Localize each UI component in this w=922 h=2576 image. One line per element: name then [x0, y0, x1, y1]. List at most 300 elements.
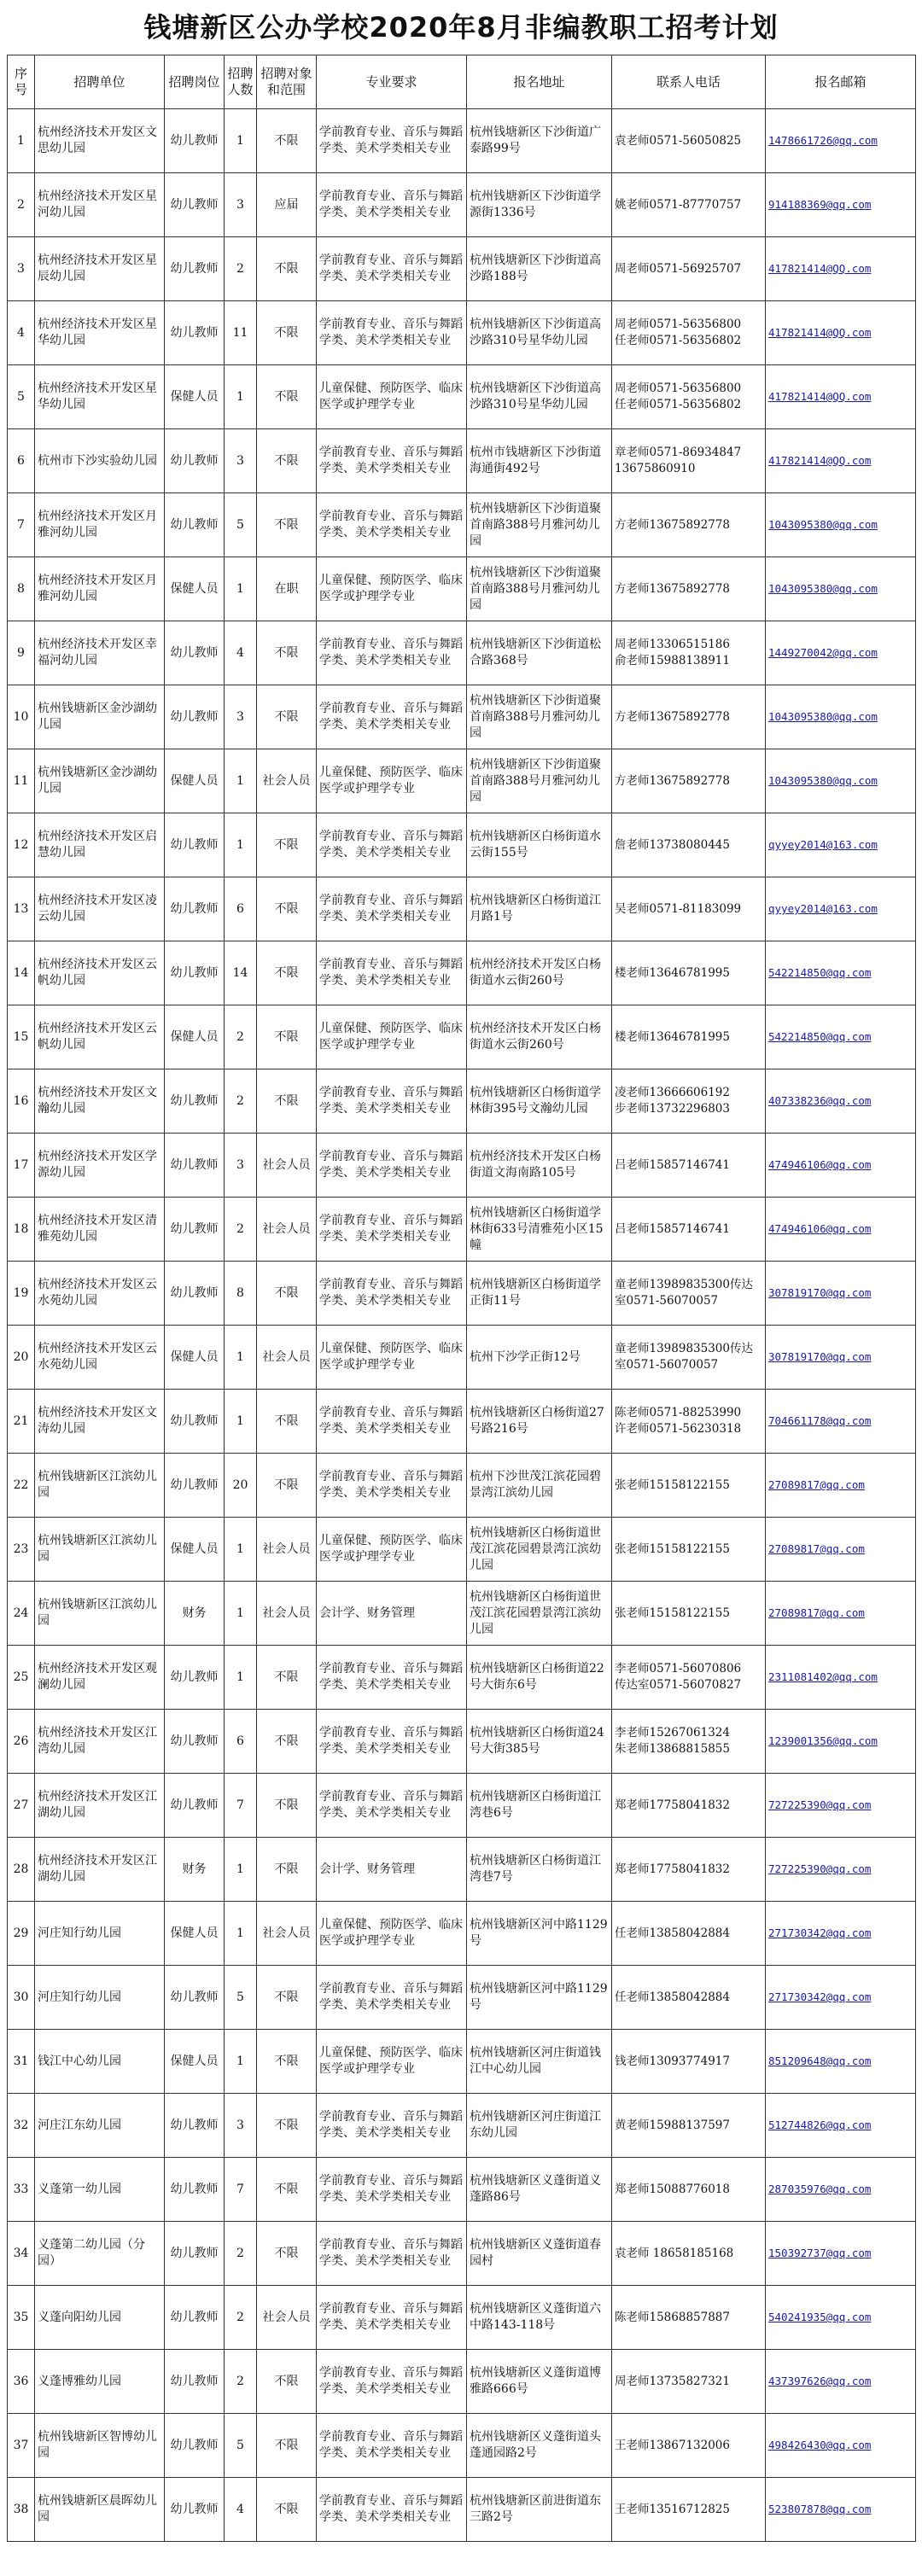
contact-phone: 章老师0571-86934847 13675860910	[612, 429, 766, 493]
row-number: 17	[8, 1134, 35, 1198]
major-requirement: 学前教育专业、音乐与舞蹈学类、美术学类相关专业	[317, 173, 467, 237]
applicant-scope: 社会人员	[257, 1198, 317, 1262]
contact-phone: 郑老师15088776018	[612, 2158, 766, 2222]
application-email-link[interactable]: qyyey2014@163.com	[768, 902, 878, 915]
major-requirement: 学前教育专业、音乐与舞蹈学类、美术学类相关专业	[317, 877, 467, 941]
position: 幼儿教师	[165, 1966, 225, 2030]
row-number: 18	[8, 1198, 35, 1262]
applicant-scope: 不限	[257, 1262, 317, 1326]
contact-phone: 张老师15158122155	[612, 1518, 766, 1582]
application-email-cell	[766, 2094, 916, 2158]
table-body	[8, 109, 916, 2542]
school-name: 杭州钱塘新区江滨幼儿园	[35, 1582, 165, 1646]
position: 幼儿教师	[165, 1646, 225, 1710]
application-address: 杭州钱塘新区下沙街道聚首南路388号月雅河幼儿园	[467, 685, 612, 749]
application-email-link[interactable]: 2311081402@qq.com	[768, 1670, 878, 1683]
major-requirement: 学前教育专业、音乐与舞蹈学类、美术学类相关专业	[317, 2158, 467, 2222]
headcount: 1	[225, 813, 257, 877]
table-row	[8, 2030, 916, 2094]
headcount: 1	[225, 749, 257, 813]
major-requirement: 儿童保健、预防医学、临床医学或护理学专业	[317, 365, 467, 429]
position: 幼儿教师	[165, 2478, 225, 2542]
school-name: 杭州经济技术开发区江湾幼儿园	[35, 1710, 165, 1774]
school-name: 义蓬向阳幼儿园	[35, 2286, 165, 2350]
application-address: 杭州钱塘新区下沙街道聚首南路388号月雅河幼儿园	[467, 493, 612, 557]
table-row	[8, 365, 916, 429]
application-email-link[interactable]: 417821414@QQ.com	[768, 262, 872, 275]
school-name: 杭州钱塘新区金沙湖幼儿园	[35, 685, 165, 749]
row-number: 2	[8, 173, 35, 237]
position: 幼儿教师	[165, 1134, 225, 1198]
row-number: 5	[8, 365, 35, 429]
major-requirement: 学前教育专业、音乐与舞蹈学类、美术学类相关专业	[317, 685, 467, 749]
application-email-cell	[766, 237, 916, 301]
school-name: 杭州经济技术开发区江湖幼儿园	[35, 1774, 165, 1838]
row-number: 24	[8, 1582, 35, 1646]
school-name: 杭州经济技术开发区文涛幼儿园	[35, 1390, 165, 1454]
application-email-link[interactable]: 27089817@qq.com	[768, 1542, 865, 1555]
major-requirement: 学前教育专业、音乐与舞蹈学类、美术学类相关专业	[317, 1454, 467, 1518]
school-name: 杭州经济技术开发区月雅河幼儿园	[35, 557, 165, 621]
application-email-link[interactable]: 704661178@qq.com	[768, 1414, 872, 1427]
table-row	[8, 237, 916, 301]
header-addr: 报名地址	[467, 55, 612, 109]
applicant-scope: 在职	[257, 557, 317, 621]
position: 幼儿教师	[165, 1069, 225, 1134]
major-requirement: 学前教育专业、音乐与舞蹈学类、美术学类相关专业	[317, 2094, 467, 2158]
table-row	[8, 2414, 916, 2478]
major-requirement: 学前教育专业、音乐与舞蹈学类、美术学类相关专业	[317, 2478, 467, 2542]
headcount: 11	[225, 301, 257, 365]
major-requirement: 儿童保健、预防医学、临床医学或护理学专业	[317, 1902, 467, 1966]
major-requirement: 学前教育专业、音乐与舞蹈学类、美术学类相关专业	[317, 2222, 467, 2286]
application-email-link[interactable]: 27089817@qq.com	[768, 1606, 865, 1619]
contact-phone: 方老师13675892778	[612, 493, 766, 557]
applicant-scope: 社会人员	[257, 1902, 317, 1966]
application-address: 杭州钱塘新区下沙街道学源街1336号	[467, 173, 612, 237]
table-row	[8, 1582, 916, 1646]
applicant-scope: 社会人员	[257, 1518, 317, 1582]
applicant-scope: 不限	[257, 685, 317, 749]
application-email-link[interactable]: 150392737@qq.com	[768, 2247, 872, 2259]
contact-phone: 方老师13675892778	[612, 749, 766, 813]
application-email-cell	[766, 1710, 916, 1774]
application-address: 杭州钱塘新区义蓬街道博雅路666号	[467, 2350, 612, 2414]
major-requirement: 儿童保健、预防医学、临床医学或护理学专业	[317, 749, 467, 813]
contact-phone: 方老师13675892778	[612, 685, 766, 749]
headcount: 1	[225, 1582, 257, 1646]
application-email-link[interactable]: 498426430@qq.com	[768, 2439, 872, 2451]
application-email-link[interactable]: 417821414@QQ.com	[768, 454, 872, 467]
applicant-scope: 社会人员	[257, 1326, 317, 1390]
row-number: 10	[8, 685, 35, 749]
contact-phone: 张老师15158122155	[612, 1582, 766, 1646]
table-row	[8, 557, 916, 621]
school-name: 义蓬第二幼儿园（分园）	[35, 2222, 165, 2286]
headcount: 4	[225, 621, 257, 685]
application-email-cell	[766, 1390, 916, 1454]
application-address: 杭州钱塘新区白杨街道江湾巷7号	[467, 1838, 612, 1902]
application-email-link[interactable]: 914188369@qq.com	[768, 198, 872, 211]
major-requirement: 学前教育专业、音乐与舞蹈学类、美术学类相关专业	[317, 301, 467, 365]
contact-phone: 詹老师13738080445	[612, 813, 766, 877]
application-email-cell	[766, 173, 916, 237]
headcount: 6	[225, 1710, 257, 1774]
row-number: 19	[8, 1262, 35, 1326]
table-row	[8, 1774, 916, 1838]
table-row	[8, 1966, 916, 2030]
contact-phone: 周老师13306515186 俞老师15988138911	[612, 621, 766, 685]
application-address: 杭州钱塘新区白杨街道22号大街东6号	[467, 1646, 612, 1710]
table-row	[8, 109, 916, 173]
headcount: 1	[225, 1390, 257, 1454]
major-requirement: 会计学、财务管理	[317, 1582, 467, 1646]
school-name: 杭州经济技术开发区星河幼儿园	[35, 173, 165, 237]
table-row	[8, 301, 916, 365]
application-email-link[interactable]: qyyey2014@163.com	[768, 838, 878, 851]
contact-phone: 郑老师17758041832	[612, 1774, 766, 1838]
headcount: 1	[225, 365, 257, 429]
application-email-cell	[766, 109, 916, 173]
applicant-scope: 不限	[257, 493, 317, 557]
row-number: 22	[8, 1454, 35, 1518]
applicant-scope: 不限	[257, 2030, 317, 2094]
table-row	[8, 429, 916, 493]
row-number: 37	[8, 2414, 35, 2478]
contact-phone: 任老师13858042884	[612, 1966, 766, 2030]
position: 幼儿教师	[165, 2158, 225, 2222]
school-name: 钱江中心幼儿园	[35, 2030, 165, 2094]
applicant-scope: 不限	[257, 1005, 317, 1069]
major-requirement: 儿童保健、预防医学、临床医学或护理学专业	[317, 1005, 467, 1069]
header-num: 招聘人数	[225, 55, 257, 109]
application-email-link[interactable]: 417821414@QQ.com	[768, 326, 872, 339]
major-requirement: 学前教育专业、音乐与舞蹈学类、美术学类相关专业	[317, 941, 467, 1005]
application-address: 杭州钱塘新区河中路1129号	[467, 1966, 612, 2030]
row-number: 4	[8, 301, 35, 365]
school-name: 杭州经济技术开发区文思幼儿园	[35, 109, 165, 173]
application-address: 杭州市钱塘新区下沙街道海通街492号	[467, 429, 612, 493]
application-email-cell	[766, 621, 916, 685]
application-email-cell	[766, 1198, 916, 1262]
application-email-link[interactable]: 1043095380@qq.com	[768, 774, 878, 787]
headcount: 2	[225, 2350, 257, 2414]
table-row	[8, 877, 916, 941]
application-address: 杭州钱塘新区白杨街道24号大街385号	[467, 1710, 612, 1774]
application-email-link[interactable]: 851209648@qq.com	[768, 2054, 872, 2067]
application-email-cell	[766, 493, 916, 557]
application-email-link[interactable]: 287035976@qq.com	[768, 2183, 872, 2195]
application-address: 杭州钱塘新区下沙街道高沙路188号	[467, 237, 612, 301]
applicant-scope: 不限	[257, 109, 317, 173]
row-number: 26	[8, 1710, 35, 1774]
application-email-link[interactable]: 727225390@qq.com	[768, 1798, 872, 1811]
application-address: 杭州经济技术开发区白杨街道水云街260号	[467, 941, 612, 1005]
position: 幼儿教师	[165, 2222, 225, 2286]
application-email-link[interactable]: 271730342@qq.com	[768, 1990, 872, 2003]
application-address: 杭州钱塘新区前进街道东三路2号	[467, 2478, 612, 2542]
application-address: 杭州经济技术开发区白杨街道水云街260号	[467, 1005, 612, 1069]
contact-phone: 童老师13989835300传达室0571-56070057	[612, 1326, 766, 1390]
headcount: 1	[225, 2030, 257, 2094]
applicant-scope: 不限	[257, 301, 317, 365]
applicant-scope: 不限	[257, 1710, 317, 1774]
application-address: 杭州钱塘新区下沙街道松合路368号	[467, 621, 612, 685]
contact-phone: 吕老师15857146741	[612, 1198, 766, 1262]
position: 保健人员	[165, 557, 225, 621]
table-row	[8, 941, 916, 1005]
application-email-link[interactable]: 540241935@qq.com	[768, 2311, 872, 2323]
table-row	[8, 1646, 916, 1710]
application-email-cell	[766, 429, 916, 493]
major-requirement: 学前教育专业、音乐与舞蹈学类、美术学类相关专业	[317, 1198, 467, 1262]
position: 幼儿教师	[165, 429, 225, 493]
application-email-link[interactable]: 417821414@QQ.com	[768, 390, 872, 403]
major-requirement: 学前教育专业、音乐与舞蹈学类、美术学类相关专业	[317, 1390, 467, 1454]
major-requirement: 学前教育专业、音乐与舞蹈学类、美术学类相关专业	[317, 1262, 467, 1326]
row-number: 1	[8, 109, 35, 173]
contact-phone: 吕老师15857146741	[612, 1134, 766, 1198]
application-email-link[interactable]: 1239001356@qq.com	[768, 1734, 878, 1747]
application-email-link[interactable]: 542214850@qq.com	[768, 1030, 872, 1043]
application-address: 杭州钱塘新区义蓬街道头蓬通园路2号	[467, 2414, 612, 2478]
school-name: 杭州经济技术开发区云水苑幼儿园	[35, 1262, 165, 1326]
application-address: 杭州钱塘新区下沙街道高沙路310号星华幼儿园	[467, 301, 612, 365]
headcount: 1	[225, 1326, 257, 1390]
application-address: 杭州钱塘新区义蓬街道义蓬路86号	[467, 2158, 612, 2222]
school-name: 杭州经济技术开发区月雅河幼儿园	[35, 493, 165, 557]
row-number: 25	[8, 1646, 35, 1710]
application-email-link[interactable]: 271730342@qq.com	[768, 1926, 872, 1939]
headcount: 3	[225, 2094, 257, 2158]
major-requirement: 学前教育专业、音乐与舞蹈学类、美术学类相关专业	[317, 2286, 467, 2350]
table-row	[8, 1390, 916, 1454]
headcount: 5	[225, 1966, 257, 2030]
row-number: 33	[8, 2158, 35, 2222]
table-row	[8, 2222, 916, 2286]
application-email-link[interactable]: 307819170@qq.com	[768, 1286, 872, 1299]
header-mail: 报名邮箱	[766, 55, 916, 109]
school-name: 杭州经济技术开发区幸福河幼儿园	[35, 621, 165, 685]
application-email-cell	[766, 365, 916, 429]
header-major: 专业要求	[317, 55, 467, 109]
application-email-cell	[766, 2222, 916, 2286]
application-address: 杭州钱塘新区义蓬街道春园村	[467, 2222, 612, 2286]
major-requirement: 儿童保健、预防医学、临床医学或护理学专业	[317, 2030, 467, 2094]
position: 幼儿教师	[165, 1198, 225, 1262]
major-requirement: 学前教育专业、音乐与舞蹈学类、美术学类相关专业	[317, 813, 467, 877]
row-number: 13	[8, 877, 35, 941]
major-requirement: 学前教育专业、音乐与舞蹈学类、美术学类相关专业	[317, 237, 467, 301]
application-email-cell	[766, 2030, 916, 2094]
application-email-link[interactable]: 727225390@qq.com	[768, 1862, 872, 1875]
applicant-scope: 不限	[257, 877, 317, 941]
row-number: 21	[8, 1390, 35, 1454]
headcount: 20	[225, 1454, 257, 1518]
application-email-cell	[766, 877, 916, 941]
applicant-scope: 不限	[257, 365, 317, 429]
application-email-link[interactable]: 307819170@qq.com	[768, 1350, 872, 1363]
contact-phone: 童老师13989835300传达室0571-56070057	[612, 1262, 766, 1326]
table-row	[8, 749, 916, 813]
school-name: 河庄知行幼儿园	[35, 1966, 165, 2030]
application-email-link[interactable]: 1043095380@qq.com	[768, 582, 878, 595]
row-number: 31	[8, 2030, 35, 2094]
application-email-cell	[766, 1069, 916, 1134]
major-requirement: 学前教育专业、音乐与舞蹈学类、美术学类相关专业	[317, 2414, 467, 2478]
school-name: 杭州经济技术开发区星辰幼儿园	[35, 237, 165, 301]
contact-phone: 袁老师0571-56050825	[612, 109, 766, 173]
school-name: 杭州经济技术开发区凌云幼儿园	[35, 877, 165, 941]
application-email-link[interactable]: 512744826@qq.com	[768, 2118, 872, 2131]
major-requirement: 儿童保健、预防医学、临床医学或护理学专业	[317, 1326, 467, 1390]
applicant-scope: 不限	[257, 621, 317, 685]
table-row	[8, 2286, 916, 2350]
school-name: 杭州经济技术开发区文瀚幼儿园	[35, 1069, 165, 1134]
contact-phone: 方老师13675892778	[612, 557, 766, 621]
header-unit: 招聘单位	[35, 55, 165, 109]
row-number: 11	[8, 749, 35, 813]
position: 幼儿教师	[165, 1774, 225, 1838]
row-number: 34	[8, 2222, 35, 2286]
major-requirement: 学前教育专业、音乐与舞蹈学类、美术学类相关专业	[317, 1646, 467, 1710]
application-email-link[interactable]: 27089817@qq.com	[768, 1478, 865, 1491]
position: 保健人员	[165, 749, 225, 813]
row-number: 27	[8, 1774, 35, 1838]
header-no: 序号	[8, 55, 35, 109]
school-name: 河庄知行幼儿园	[35, 1902, 165, 1966]
school-name: 义蓬第一幼儿园	[35, 2158, 165, 2222]
application-email-cell	[766, 1774, 916, 1838]
headcount: 7	[225, 2158, 257, 2222]
major-requirement: 学前教育专业、音乐与舞蹈学类、美术学类相关专业	[317, 429, 467, 493]
row-number: 7	[8, 493, 35, 557]
contact-phone: 凌老师13666606192 步老师13732296803	[612, 1069, 766, 1134]
position: 幼儿教师	[165, 1262, 225, 1326]
row-number: 28	[8, 1838, 35, 1902]
table-row	[8, 621, 916, 685]
position: 保健人员	[165, 2030, 225, 2094]
position: 保健人员	[165, 1005, 225, 1069]
application-email-link[interactable]: 1043095380@qq.com	[768, 518, 878, 531]
application-email-link[interactable]: 523807878@qq.com	[768, 2503, 872, 2515]
contact-phone: 周老师0571-56356800 任老师0571-56356802	[612, 365, 766, 429]
position: 幼儿教师	[165, 1710, 225, 1774]
application-email-link[interactable]: 1449270042@qq.com	[768, 646, 878, 659]
position: 幼儿教师	[165, 685, 225, 749]
recruitment-table	[7, 55, 916, 2542]
application-address: 杭州钱塘新区下沙街道聚首南路388号月雅河幼儿园	[467, 557, 612, 621]
application-email-cell	[766, 1838, 916, 1902]
major-requirement: 儿童保健、预防医学、临床医学或护理学专业	[317, 1518, 467, 1582]
application-address: 杭州钱塘新区白杨街道学正街11号	[467, 1262, 612, 1326]
contact-phone: 黄老师15988137597	[612, 2094, 766, 2158]
school-name: 杭州钱塘新区江滨幼儿园	[35, 1518, 165, 1582]
application-email-cell	[766, 941, 916, 1005]
position: 幼儿教师	[165, 2414, 225, 2478]
table-row	[8, 1454, 916, 1518]
application-email-link[interactable]: 542214850@qq.com	[768, 966, 872, 979]
table-row	[8, 1710, 916, 1774]
school-name: 义蓬博雅幼儿园	[35, 2350, 165, 2414]
headcount: 3	[225, 685, 257, 749]
applicant-scope: 不限	[257, 1454, 317, 1518]
school-name: 杭州经济技术开发区观澜幼儿园	[35, 1646, 165, 1710]
row-number: 8	[8, 557, 35, 621]
school-name: 杭州经济技术开发区云水苑幼儿园	[35, 1326, 165, 1390]
contact-phone: 任老师13858042884	[612, 1902, 766, 1966]
application-address: 杭州钱塘新区下沙街道聚首南路388号月雅河幼儿园	[467, 749, 612, 813]
application-email-link[interactable]: 1043095380@qq.com	[768, 710, 878, 723]
school-name: 杭州经济技术开发区学源幼儿园	[35, 1134, 165, 1198]
headcount: 3	[225, 173, 257, 237]
position: 幼儿教师	[165, 2286, 225, 2350]
position: 幼儿教师	[165, 621, 225, 685]
school-name: 河庄江东幼儿园	[35, 2094, 165, 2158]
major-requirement: 学前教育专业、音乐与舞蹈学类、美术学类相关专业	[317, 621, 467, 685]
headcount: 7	[225, 1774, 257, 1838]
application-email-cell	[766, 2286, 916, 2350]
applicant-scope: 不限	[257, 1966, 317, 2030]
school-name: 杭州经济技术开发区清雅苑幼儿园	[35, 1198, 165, 1262]
headcount: 1	[225, 109, 257, 173]
application-address: 杭州经济技术开发区白杨街道文海南路105号	[467, 1134, 612, 1198]
school-name: 杭州经济技术开发区云帆幼儿园	[35, 941, 165, 1005]
application-email-cell	[766, 1518, 916, 1582]
application-email-link[interactable]: 474946106@qq.com	[768, 1222, 872, 1235]
application-email-link[interactable]: 474946106@qq.com	[768, 1158, 872, 1171]
contact-phone: 王老师13867132006	[612, 2414, 766, 2478]
application-address: 杭州钱塘新区河庄街道钱江中心幼儿园	[467, 2030, 612, 2094]
application-email-cell	[766, 1582, 916, 1646]
application-address: 杭州钱塘新区白杨街道水云街155号	[467, 813, 612, 877]
application-address: 杭州钱塘新区下沙街道广泰路99号	[467, 109, 612, 173]
row-number: 32	[8, 2094, 35, 2158]
application-email-cell	[766, 2158, 916, 2222]
headcount: 1	[225, 1838, 257, 1902]
contact-phone: 周老师0571-56925707	[612, 237, 766, 301]
application-email-link[interactable]: 1478661726@qq.com	[768, 134, 878, 147]
header-scope: 招聘对象和范围	[257, 55, 317, 109]
application-email-cell	[766, 813, 916, 877]
application-email-link[interactable]: 437397626@qq.com	[768, 2375, 872, 2387]
contact-phone: 张老师15158122155	[612, 1454, 766, 1518]
row-number: 29	[8, 1902, 35, 1966]
applicant-scope: 不限	[257, 813, 317, 877]
application-email-link[interactable]: 407338236@qq.com	[768, 1094, 872, 1107]
headcount: 5	[225, 2414, 257, 2478]
application-email-cell	[766, 1134, 916, 1198]
headcount: 3	[225, 429, 257, 493]
headcount: 2	[225, 1005, 257, 1069]
major-requirement: 会计学、财务管理	[317, 1838, 467, 1902]
contact-phone: 周老师0571-56356800 任老师0571-56356802	[612, 301, 766, 365]
headcount: 4	[225, 2478, 257, 2542]
position: 幼儿教师	[165, 2094, 225, 2158]
row-number: 20	[8, 1326, 35, 1390]
major-requirement: 儿童保健、预防医学、临床医学或护理学专业	[317, 557, 467, 621]
position: 保健人员	[165, 365, 225, 429]
table-row	[8, 1198, 916, 1262]
applicant-scope: 社会人员	[257, 2286, 317, 2350]
applicant-scope: 社会人员	[257, 1134, 317, 1198]
major-requirement: 学前教育专业、音乐与舞蹈学类、美术学类相关专业	[317, 1710, 467, 1774]
table-row	[8, 1005, 916, 1069]
application-email-cell	[766, 2350, 916, 2414]
application-email-cell	[766, 1005, 916, 1069]
application-address: 杭州钱塘新区白杨街道27号路216号	[467, 1390, 612, 1454]
header-contact: 联系人电话	[612, 55, 766, 109]
